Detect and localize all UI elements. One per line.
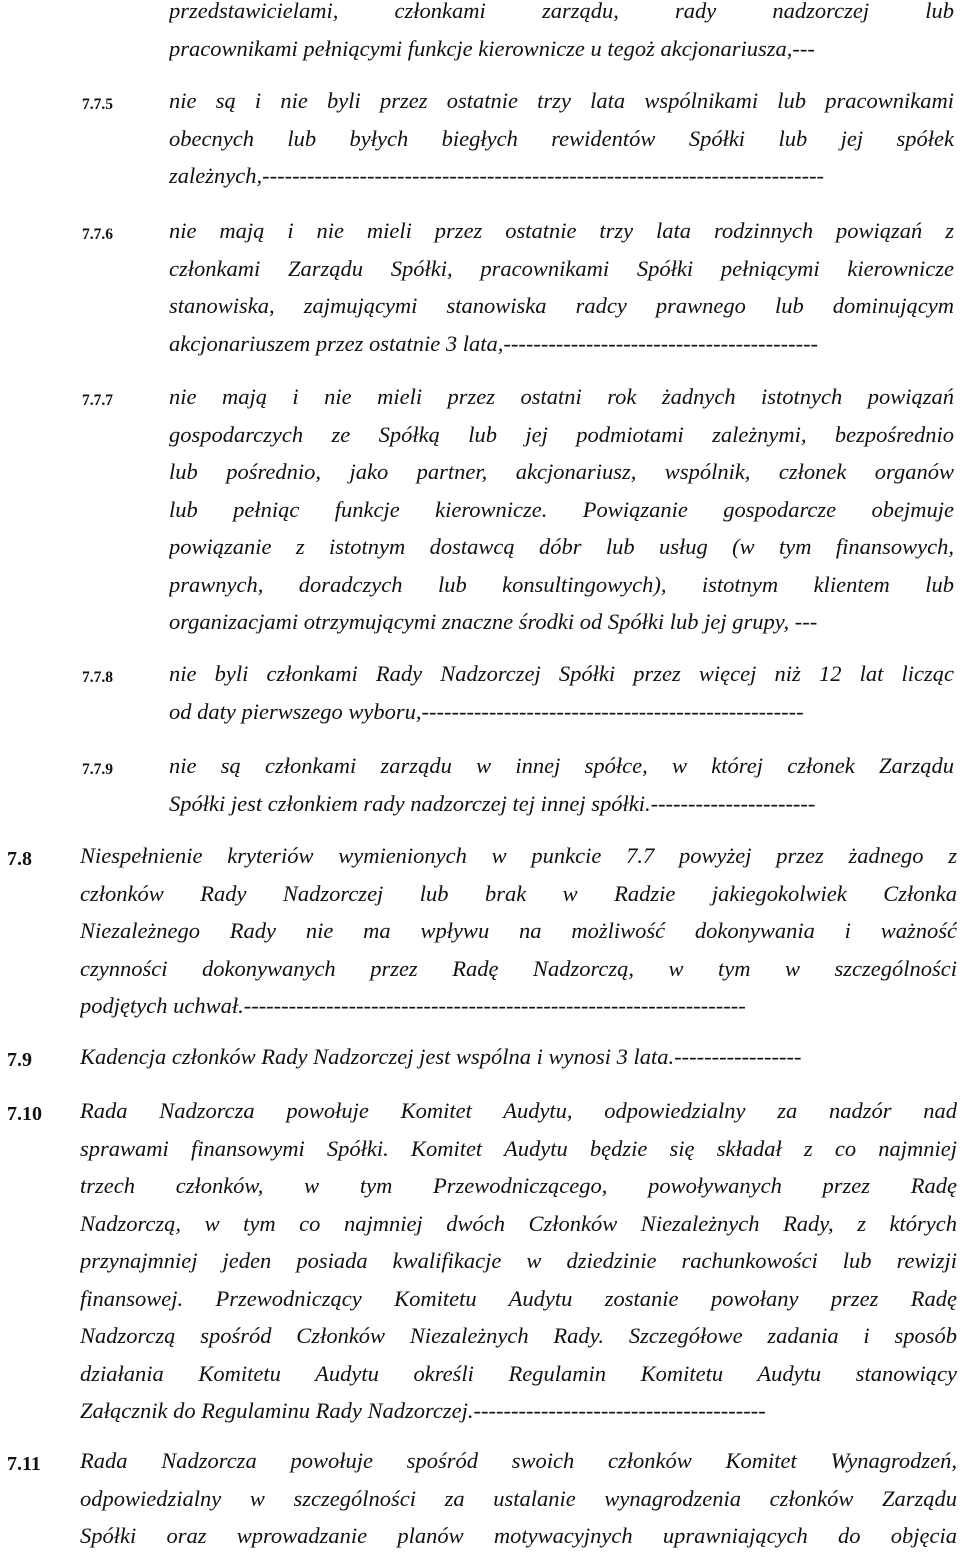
text-line: czynności dokonywanych przez Radę Nadzorczą, w tym w szczególności	[80, 955, 957, 981]
text-line: akcjonariuszem przez ostatnie 3 lata,------------------------------------------	[169, 330, 819, 356]
text-line: obecnych lub byłych biegłych rewidentów Spółki lub jej spółek	[169, 125, 954, 151]
text-line: organizacjami otrzymującymi znaczne środki od Spółki lub jej grupy, ---	[169, 609, 818, 634]
item-number: 7.7.9	[82, 761, 113, 778]
text-line: Rada Nadzorcza powołuje spośród swoich członków Komitet Wynagrodzeń,	[80, 1448, 957, 1473]
text-line: lub pełniąc funkcje kierownicze. Powiązanie gospodarcze obejmuje	[169, 496, 954, 522]
text-line: nie mają i nie mieli przez ostatni rok żadnych istotnych powiązań	[169, 384, 954, 409]
item-number: 7.7.6	[82, 226, 113, 243]
text-line: członkami Zarządu Spółki, pracownikami Spółki pełniącymi kierownicze	[169, 255, 954, 281]
text-line: Niezależnego Rady nie ma wpływu na możliwość dokonywania i ważność	[80, 918, 957, 943]
text-line: nie mają i nie mieli przez ostatnie trzy lata rodzinnych powiązań z	[169, 218, 954, 243]
text-line: Spółki oraz wprowadzanie planów motywacyjnych uprawniających do objęcia	[80, 1523, 957, 1548]
text-line: gospodarczych ze Spółką lub jej podmiotami zależnymi, bezpośrednio	[169, 421, 954, 447]
text-line: nie są i nie byli przez ostatnie trzy lata wspólnikami lub pracownikami	[169, 88, 954, 113]
text-line: trzech członków, w tym Przewodniczącego, powoływanych przez Radę	[80, 1173, 957, 1198]
text-line: członków Rady Nadzorczej lub brak w Radzie jakiegokolwiek Członka	[80, 880, 957, 906]
text-line: zależnych,---------------------------------------------------------------------------	[169, 163, 825, 188]
text-line: od daty pierwszego wyboru,---------------------------------------------------	[169, 698, 804, 724]
text-line: przynajmniej jeden posiada kwalifikacje w dziedzinie rachunkowości lub rewizji	[80, 1248, 957, 1273]
text-line: powiązanie z istotnym dostawcą dóbr lub usług (w tym finansowych,	[169, 534, 954, 559]
item-number: 7.7.7	[82, 392, 113, 409]
item-number: 7.11	[7, 1453, 41, 1475]
text-line: działania Komitetu Audytu określi Regulamin Komitetu Audytu stanowiący	[80, 1360, 957, 1386]
text-line: stanowiska, zajmującymi stanowiska radcy prawnego lub dominującym	[169, 293, 954, 318]
text-line: Niespełnienie kryteriów wymienionych w punkcie 7.7 powyżej przez żadnego z	[80, 843, 957, 868]
item-number: 7.7.5	[82, 96, 113, 113]
text-line: nie byli członkami Rady Nadzorczej Spółki przez więcej niż 12 lat licząc	[169, 661, 954, 686]
text-line: Kadencja członków Rady Nadzorczej jest wspólna i wynosi 3 lata.-----------------	[80, 1044, 802, 1069]
text-line: odpowiedzialny w szczególności za ustalanie wynagrodzenia członków Zarządu	[80, 1485, 957, 1511]
item-number: 7.10	[7, 1103, 42, 1125]
text-line: Nadzorczą spośród Członków Niezależnych Rady. Szczegółowe zadania i sposób	[80, 1323, 957, 1348]
item-number: 7.7.8	[82, 669, 113, 686]
item-number: 7.8	[7, 848, 32, 870]
text-line: Załącznik do Regulaminu Rady Nadzorczej.---------------------------------------	[80, 1398, 766, 1423]
text-line: sprawami finansowymi Spółki. Komitet Audytu będzie się składał z co najmniej	[80, 1135, 957, 1161]
text-line: lub pośrednio, jako partner, akcjonariusz, wspólnik, członek organów	[169, 459, 954, 484]
text-line: Spółki jest członkiem rady nadzorczej tej innej spółki.----------------------	[169, 790, 816, 816]
text-line: prawnych, doradczych lub konsultingowych), istotnym klientem lub	[169, 571, 954, 597]
text-line: przedstawicielami, członkami zarządu, rady nadzorczej lub	[169, 0, 954, 23]
text-line: Rada Nadzorcza powołuje Komitet Audytu, odpowiedzialny za nadzór nad	[80, 1098, 957, 1123]
text-line: podjętych uchwał.-------------------------------------------------------------------	[80, 993, 746, 1018]
text-line: finansowej. Przewodniczący Komitetu Audytu zostanie powołany przez Radę	[80, 1285, 957, 1311]
text-line: Nadzorczą, w tym co najmniej dwóch Członków Niezależnych Rady, z których	[80, 1210, 957, 1236]
text-line: pracownikami pełniącymi funkcje kierownicze u tegoż akcjonariusza,---	[169, 35, 815, 61]
text-line: nie są członkami zarządu w innej spółce, w której członek Zarządu	[169, 753, 954, 778]
item-number: 7.9	[7, 1049, 32, 1071]
